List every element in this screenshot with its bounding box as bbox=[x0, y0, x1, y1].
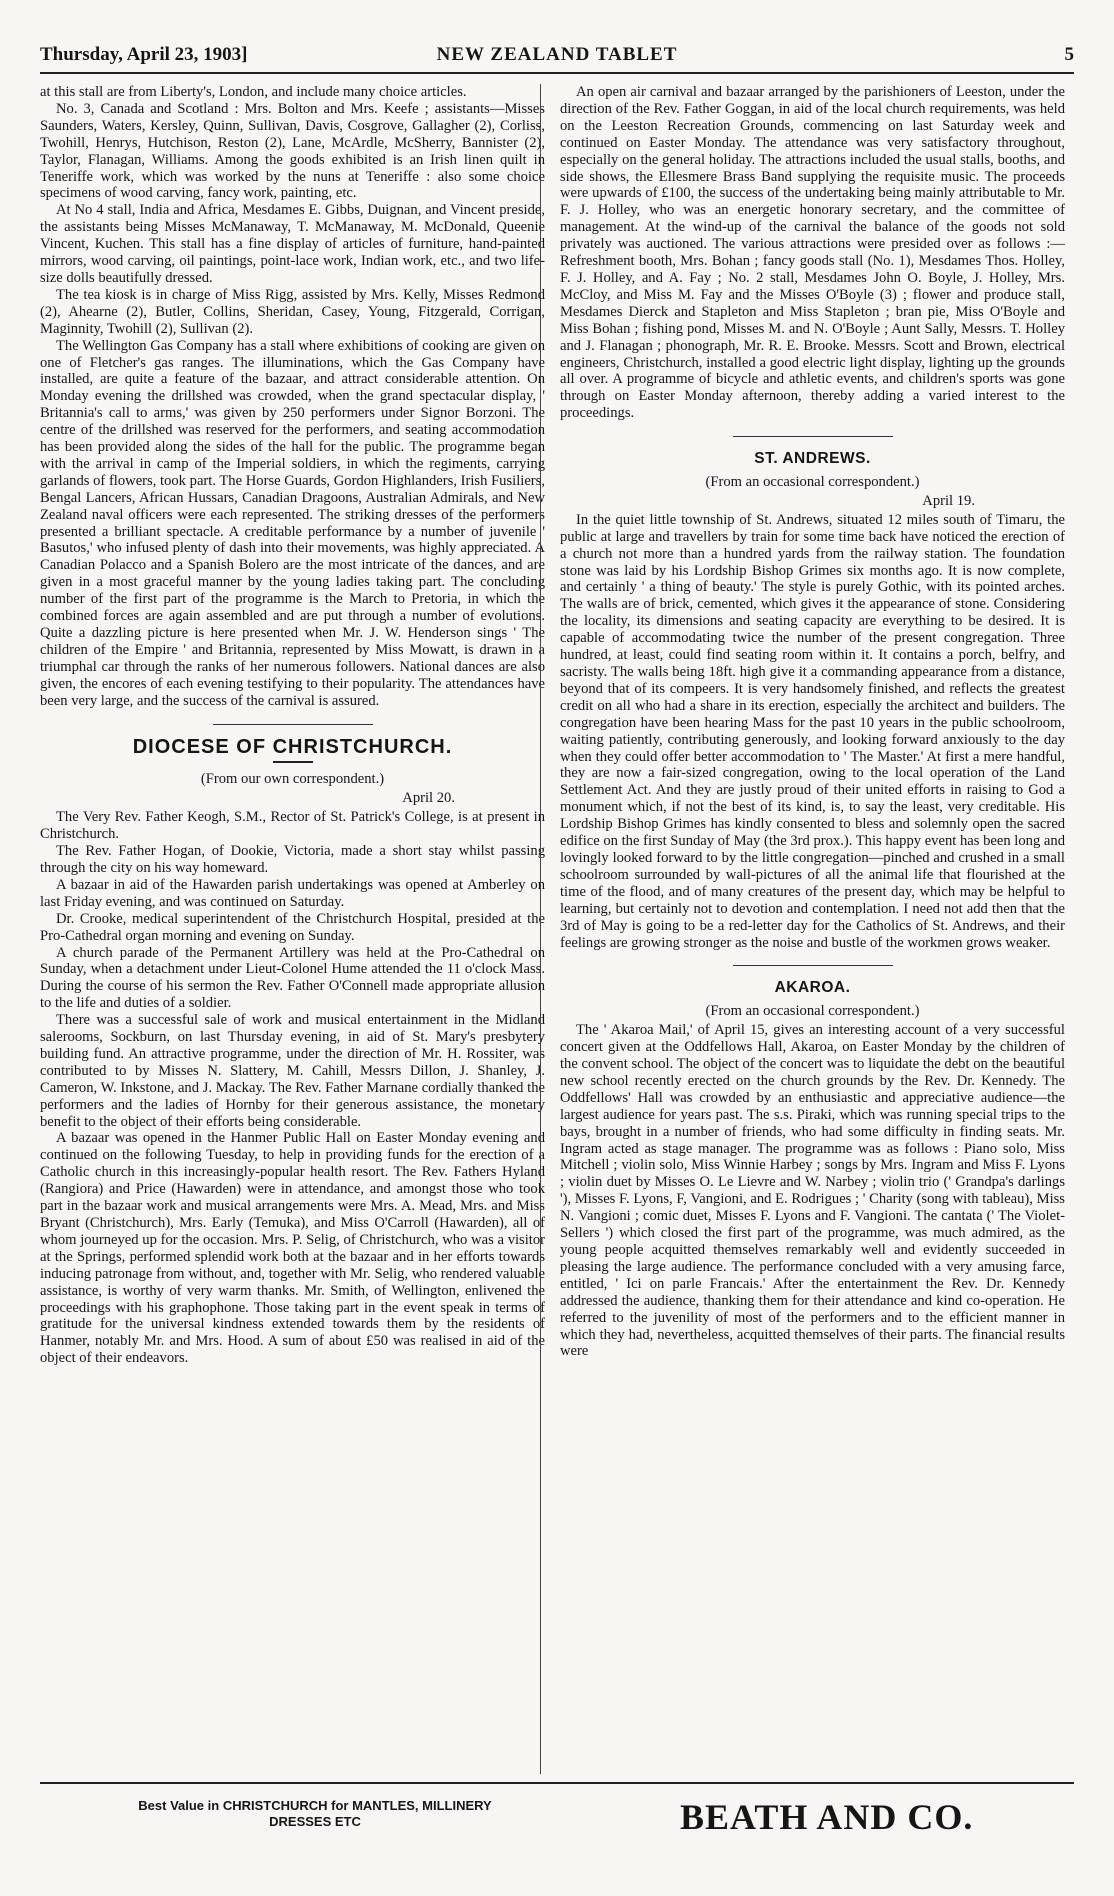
section-heading-st-andrews: ST. ANDREWS. bbox=[754, 450, 871, 468]
masthead-title: NEW ZEALAND TABLET bbox=[436, 44, 678, 65]
article-paragraph: The Very Rev. Father Keogh, S.M., Rector of St. Patrick's College, is at present in Christchurch. bbox=[40, 809, 545, 843]
article-paragraph: The tea kiosk is in charge of Miss Rigg, assisted by Mrs. Kelly, Misses Redmond (2), Ahearne (2), Butler, Collins, Sheridan, Casey, Young, Fitzgerald, Corrigan, Maginnity, Twohill (2), Sullivan (2). bbox=[40, 286, 545, 337]
article-paragraph: There was a successful sale of work and musical entertainment in the Midland salerooms, Sockburn, on last Thursday evening, in aid of St. Mary's presbytery building fund. An attractive programme, under the direction of Mr. H. Rossiter, was contributed to by Misses N. Slattery, M. Cahill, Messrs Dillon, J. Shanley, J. Cameron, W. Inkstone, and J. Mackay. The Rev. Father Marnane cordially thanked the performers and the ladies of Hornby for their generous assistance, the monetary benefit to the object of their efforts being considerable. bbox=[40, 1012, 545, 1130]
article-paragraph: No. 3, Canada and Scotland : Mrs. Bolton and Mrs. Keefe ; assistants—Misses Saunders, Waters, Kersley, Quinn, Sullivan, Davis, Cosgrove, Gallagher (2), Corliss, Twohill, Henrys, Hutchison, Reston (2), Lane, McArdle, McSherry, Bannister (2), Taylor, Flanagan, Williams. Among the goods exhibited is an Irish linen quilt in Teneriffe work, which was worked by the nuns at Teneriffe : also some choice specimens of wood carving, fancy work, painting, etc. bbox=[40, 100, 545, 202]
left-column bbox=[40, 84, 545, 1774]
article-paragraph: at this stall are from Liberty's, London, and include many choice articles. bbox=[40, 84, 467, 100]
footer-advertisement bbox=[40, 1790, 1074, 1850]
section-separator bbox=[213, 724, 373, 725]
column-divider bbox=[540, 84, 541, 1774]
footer-rule bbox=[40, 1782, 1074, 1784]
issue-date: Thursday, April 23, 1903] bbox=[40, 44, 248, 65]
article-paragraph: The Wellington Gas Company has a stall where exhibitions of cooking are given on one of Fletcher's gas ranges. The illuminations, which the Gas Company have installed, are quite a feature of the bazaar, and attract considerable attention. On Monday evening the drillshed was crowded, when the grand spectacular display, ' Britannia's call to arms,' was given by 250 performers under Signor Borzoni. The centre of the drillshed was reserved for the performers, and seating accommodation has been provided along the sides of the hall for the public. The programme began with the arrival in camp of the Imperial soldiers, in which the regiments, carrying garlands of flowers, took part. The Horse Guards, Gordon Highlanders, Irish Fusiliers, Bengal Lancers, African Hussars, Canadian Dragoons, Australian Admirals, and New Zealand naval officers were each represented. The striking dresses of the performers presented a brilliant spectacle. A creditable performance by a number of juvenile ' Basutos,' who infused plenty of dash into their movements, was highly appreciated. A Canadian Polacco and a Spanish Bolero are the most intricate of the dances, and are given in a most graceful manner by the young ladies taking part. The concluding number of the first part of the programme is the March to Pretoria, in which the combined forces are again assembled and are put through a number of evolutions. Quite a dazzling picture is here presented when Mr. J. W. Henderson sings ' The children of the Empire ' and Britannia, represented by Miss Mowatt, is drawn in a triumphal car through the ranks of her numerous followers. National dances are also given, the encores of each evening testifying to their popularity. The attendances have been very large, and the success of the carnival is assured. bbox=[40, 337, 545, 709]
article-paragraph: The ' Akaroa Mail,' of April 15, gives an interesting account of a very successful concert given at the Oddfellows Hall, Akaroa, on Easter Monday by the children of the convent school. The object of the concert was to liquidate the debt on the beautiful new school recently erected on the church grounds by the Rev. Dr. Kennedy. The Oddfellows' Hall was crowded by an enthusiastic and appreciative audience—the largest audience for years past. The s.s. Piraki, which was running special trips to the bays, brought in a number of friends, who had some difficulty in finding seats. Mr. Ingram acted as stage manager. The programme was as follows : Piano solo, Miss Mitchell ; violin solo, Miss Winnie Harbey ; songs by Mrs. Ingram and Miss F. Lyons ; violin duet by Misses O. Le Lievre and W. Narbey ; violin trio (' Grandpa's darlings '), Misses F. Lyons, F, Vangioni, and E. Rodrigues ; ' Charity (song with tableau), Miss N. Vangioni ; comic duet, Misses F. Lyons and F. Vangioni. The cantata (' The Violet-Sellers ') which closed the first part of the programme, was much admired, as the young people acquitted themselves remarkably well and evidently succeeded in pleasing the large audience. The performance concluded with a very amusing farce, entitled, ' Ici on parle Francais.' After the entertainment the Rev. Dr. Kennedy addressed the audience, thanking them for their attendance and kind co-operation. He referred to the juvenility of most of the performers and to the efficient manner in which they had, nevertheless, acquitted themselves of their parts. The financial results were bbox=[560, 1022, 1065, 1360]
ad-line-2: DRESSES ETC bbox=[269, 1814, 361, 1829]
correspondent-line: (From an occasional correspondent.) bbox=[705, 1003, 920, 1020]
header-rule bbox=[40, 72, 1074, 74]
heading-rule bbox=[273, 761, 313, 763]
section-heading-akaroa: AKAROA. bbox=[774, 979, 851, 997]
article-paragraph: The Rev. Father Hogan, of Dookie, Victoria, made a short stay whilst passing through the city on his way homeward. bbox=[40, 843, 545, 876]
dateline: April 20. bbox=[402, 790, 455, 807]
ad-line-1: Best Value in CHRISTCHURCH for MANTLES, MILLINERY bbox=[138, 1798, 492, 1813]
correspondent-line: (From an occasional correspondent.) bbox=[705, 474, 920, 491]
dateline: April 19. bbox=[922, 492, 975, 509]
article-paragraph: In the quiet little township of St. Andrews, situated 12 miles south of Timaru, the public at large and travellers by train for some time back have noticed the erection of a church not more than a hundred yards from the railway station. The foundation stone was laid by his Lordship Bishop Grimes six months ago. It is now complete, and certainly ' a thing of beauty.' The style is purely Gothic, with its pointed arches. The walls are of brick, cemented, which gives it the appearance of stone. Considering the locality, its dimensions and seating capacity are everything to be desired. It is capable of accommodating twice the number of the present congregation. Three hundred, at least, could find seating room within it. It contains a porch, belfry, and sacristy. The walls being 18ft. high give it a commanding appearance from a distance, beyond that of its compeers. It is very handsomely finished, and reflects the greatest credit on all who had a share in its erection, especially the architect and builders. The congregation have been hearing Mass for the past 10 years in the public schoolroom, waiting patiently, contributing generously, and looking forward anxiously to the day when they could offer better accommodation to ' The Master.' At first a mere handful, they are now a fair-sized congregation, owing to the local operation of the Land Settlement Act. And they are justly proud of their united efforts in raising to God a monument which, if not the best of its kind, is, to say the least, very creditable. His Lordship Bishop Grimes has kindly consented to bless and solemnly open the sacred edifice on the first Sunday of May (the 3rd prox.). This happy event has been long and lovingly looked forward to by the little congregation—pinched and crushed in a small schoolroom surrounded by wall-pictures of all the animal life that flourished at the time of the flood, and of many creatures of the present day, which may be helpful to learning, but certainly not to devotion and contemplation. I need not add then that the 3rd of May is going to be a red-letter day for the Catholics of St. Andrews, and their feelings are growing stronger as the noise and bustle of the workmen grows weaker. bbox=[560, 511, 1065, 951]
article-paragraph: A church parade of the Permanent Artillery was held at the Pro-Cathedral on Sunday, when a detachment under Lieut-Colonel Hume attended the 11 o'clock Mass. During the course of his sermon the Rev. Father O'Connell made appropriate allusion to the life and duties of a soldier. bbox=[40, 944, 545, 1012]
article-paragraph: At No 4 stall, India and Africa, Mesdames E. Gibbs, Duignan, and Vincent preside, the assistants being Misses McManaway, T. McManaway, M. McDonald, Queenie Vincent, Kuchen. This stall has a fine display of articles of furniture, hand-painted mirrors, wood carving, oil paintings, point-lace work, Indian work, etc., and two life-size dolls beautifully dressed. bbox=[40, 202, 545, 286]
right-column bbox=[560, 84, 1065, 1774]
article-paragraph: A bazaar in aid of the Hawarden parish undertakings was opened at Amberley on last Friday evening, and was continued on Saturday. bbox=[40, 876, 545, 910]
article-paragraph: An open air carnival and bazaar arranged by the parishioners of Leeston, under the direction of the Rev. Father Goggan, in aid of the local church requirements, was held on the Leeston Recreation Grounds, commencing on last Saturday week and continued on Easter Monday. The attendance was very satisfactory throughout, especially on the general holiday. The attractions included the usual stalls, booths, and side shows, the Ellesmere Brass Band supplying the requisite music. The proceeds were upwards of £100, the success of the undertaking being mainly attributable to Mr. F. J. Holley, who was an energetic honorary secretary, and the committee of management. At the wind-up of the carnival the balance of the goods not sold privately was auctioned. The various attractions were presided over as follows :—Refreshment booth, Mrs. Bohan ; fancy goods stall (No. 1), Mesdames Thos. Holley, F. J. Holley, and A. Fay ; No. 2 stall, Mesdames John O. Boyle, J. Holley, Mrs. McCloy, and Miss M. Fay and the Misses O'Boyle (3) ; flower and produce stall, Mesdames Dierck and Stapleton and Miss Stapleton ; bran pie, Miss O'Boyle and Miss Bohan ; fishing pond, Misses M. and N. O'Boyle ; Aunt Sally, Messrs. T. Holley and J. Flanagan ; phonograph, Mr. R. E. Brooke. Messrs. Scott and Brown, electrical engineers, Christchurch, installed a good electric light display, lighting up the grounds all over. A programme of bicycle and athletic events, and children's sports was gone through on Easter Monday afternoon, thereby adding a varied interest to the proceedings. bbox=[560, 84, 1065, 422]
article-paragraph: A bazaar was opened in the Hanmer Public Hall on Easter Monday evening and continued on the following Tuesday, to help in providing funds for the erection of a Catholic church in this increasingly-popular health resort. The Rev. Fathers Hyland (Rangiora) and Price (Hawarden) were in attendance, and amongst those who took part in the bazaar work and musical arrangements were Mrs. A. Mead, Mrs. and Miss Bryant (Christchurch), Mrs. Early (Temuka), and Miss O'Carroll (Hawarden), all of whom journeyed up for the occasion. Mrs. P. Selig, of Christchurch, who was a visitor at the Springs, performed splendid work both at the bazaar and in her efforts towards inducing patronage from without, and, together with Mr. Selig, who rendered valuable assistance, is worthy of very warm thanks. Mr. Smith, of Wellington, enlivened the proceedings with his graphophone. Those taking part in the event speak in terms of gratitude for the universal kindness extended towards them by the residents of Hanmer, notably Mr. and Mrs. Hood. A sum of about £50 was realised in aid of the object of their endeavors. bbox=[40, 1130, 545, 1367]
section-heading-christchurch: DIOCESE OF CHRISTCHURCH. bbox=[132, 735, 453, 758]
ad-text bbox=[100, 1798, 530, 1830]
article-paragraph: Dr. Crooke, medical superintendent of the Christchurch Hospital, presided at the Pro-Cathedral organ morning and evening on Sunday. bbox=[40, 910, 545, 944]
correspondent-line: (From our own correspondent.) bbox=[200, 771, 385, 788]
page-header bbox=[40, 44, 1074, 70]
page-number: 5 bbox=[1064, 44, 1074, 65]
section-separator bbox=[733, 436, 893, 437]
ad-brand: BEATH AND CO. bbox=[680, 1797, 974, 1837]
section-separator bbox=[733, 965, 893, 966]
